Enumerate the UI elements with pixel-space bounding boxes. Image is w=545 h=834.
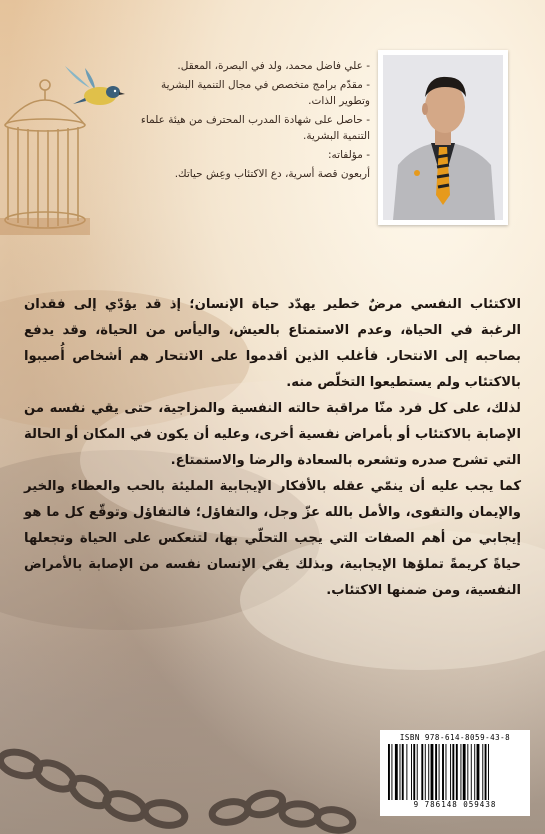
barcode-bar (406, 744, 407, 800)
barcode-bar (417, 744, 418, 800)
blurb-paragraph-1: الاكتئاب النفسي مرضٌ خطير يهدّد حياة الإنسان؛ إذ قد يؤدّي إلى فقدان الرغبة في الحياة، وعدم الاستمتاع بالعيش، واليأس من الحياة، وقد يدفع بصاحبه إلى الانتحار. فأغلب الذين أقدموا على الانتحار هم أشخاص أُصيبوا بالاكتئاب ولم يستطيعوا التخلّص منه. (24, 297, 521, 390)
barcode-bar (400, 744, 401, 800)
barcode-bar (411, 744, 412, 800)
isbn-barcode-box (380, 730, 530, 816)
barcode-bar (482, 744, 483, 800)
blurb-paragraph-3: كما يجب عليه أن ينمّي عقله بالأفكار الإيجابية المليئة بالحب والعطاء والخير والإيمان والتقوى، والأمل بالله عزّ وجل، والتفاؤل؛ فالتفاؤل وتوقّع كل ما هو إيجابي من أهم الصفات التي يجب التحلّي بها، لتنعكس على الحياة وتجعلها حياةً كريمةً تملؤها الإيجابية، وبذلك يقي الإنسان نفسه من الإصابة بالأمراض النفسية، ومن ضمنها الاكتئاب. (24, 479, 521, 598)
barcode-bar (477, 744, 480, 800)
barcode-bar (450, 744, 451, 800)
barcode-digits: 9 786148 059438 (413, 800, 497, 809)
barcode-bar (442, 744, 444, 800)
author-photo (378, 50, 508, 225)
barcode-image (386, 744, 524, 802)
barcode-bar (488, 744, 489, 800)
barcode-bar (471, 744, 472, 800)
barcode-bar (391, 744, 392, 800)
author-bio (140, 58, 370, 185)
barcode-bar (452, 744, 454, 800)
barcode-bar (402, 744, 404, 800)
back-cover-blurb (24, 292, 521, 604)
author-portrait-image (383, 55, 503, 220)
barcode-bar (431, 744, 434, 800)
barcode-bar (395, 744, 398, 800)
bio-line-profession: - مقدّم برامج متخصص في مجال التنمية البشرية وتطوير الذات. (161, 79, 370, 107)
barcode-bar (439, 744, 440, 800)
barcode-bar (485, 744, 487, 800)
barcode-bar (435, 744, 437, 800)
bird-image (55, 58, 135, 118)
bio-line-works: أربعون قصة أسرية، دع الاكتئاب وعِش حياتك. (174, 168, 370, 180)
blurb-paragraph-2: لذلك، على كل فرد منّا مراقبة حالته النفسية والمزاجية، حتى يقي نفسه من الإصابة بالاكتئاب أو بأمراض نفسية أخرى، وعليه أن يكون في المكان أو الحالة التي تشرح صدره وتشعره بالسعادة والرضا والاستمتاع. (24, 401, 521, 468)
barcode-bar (413, 744, 415, 800)
bio-line-certificate: - حاصل على شهادة المدرب المحترف من هيئة علماء التنمية البشرية. (140, 114, 370, 142)
barcode-bar (388, 744, 390, 800)
barcode-bar (425, 744, 426, 800)
bio-line-works-heading: - مؤلفاته: (328, 149, 370, 161)
barcode-bar (446, 744, 447, 800)
barcode-bar (456, 744, 458, 800)
barcode-bar (474, 744, 475, 800)
barcode-bar (428, 744, 429, 800)
barcode-bar (467, 744, 468, 800)
barcode-bar (463, 744, 466, 800)
barcode-bar (421, 744, 423, 800)
isbn-label: ISBN 978-614-8059-43-8 (399, 733, 511, 742)
bio-line-birth: - علي فاضل محمد، ولد في البصرة، المعقل. (177, 60, 370, 72)
barcode-bar (460, 744, 461, 800)
